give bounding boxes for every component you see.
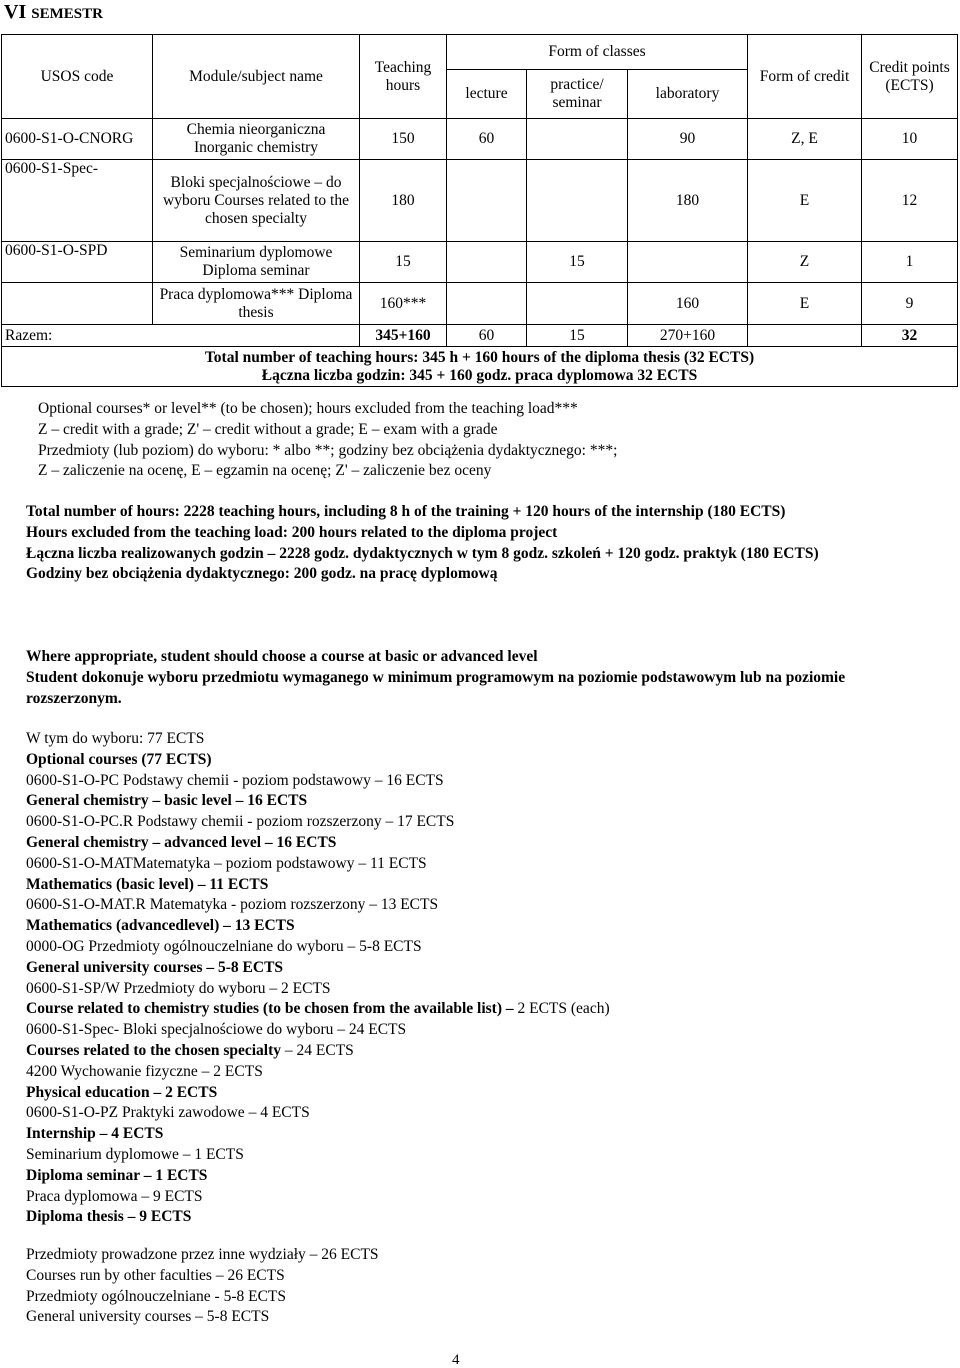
row-teaching: 15 — [360, 242, 447, 283]
list-item: 0600-S1-Spec- Bloki specjalnościowe do wyboru – 24 ECTS — [26, 1021, 407, 1039]
excluded-hours-en: Hours excluded from the teaching load: 200 hours related to the diploma project — [26, 523, 558, 541]
table-row — [2, 119, 958, 160]
total-credit — [748, 325, 862, 347]
semester-number: VI — [4, 1, 27, 23]
header-usos-code: USOS code — [2, 35, 153, 119]
row-ects: 12 — [862, 160, 958, 242]
list-item: Courses run by other faculties – 26 ECTS — [26, 1266, 285, 1284]
header-laboratory: laboratory — [628, 70, 748, 119]
list-item: 0000-OG Przedmioty ogólnouczelniane do wyboru – 5-8 ECTS — [26, 937, 422, 955]
header-form-of-classes: Form of classes — [447, 35, 748, 70]
row-laboratory: 160 — [628, 283, 748, 325]
row-name: Praca dyplomowa*** Diploma thesis — [153, 283, 360, 325]
summary-polish: Łączna liczba godzin: 345 + 160 godz. praca dyplomowa 32 ECTS — [261, 366, 698, 384]
note-line: Przedmioty (lub poziom) do wyboru: * albo **; godziny bez obciążenia dydaktycznego: ***; — [38, 441, 618, 459]
row-practice — [527, 160, 628, 242]
total-hours-en: Total number of hours: 2228 teaching hours, including 8 h of the training + 120 hours of the internship (180 ECTS) — [26, 503, 786, 520]
level-choice-block — [26, 647, 926, 709]
total-lecture: 60 — [447, 325, 527, 347]
row-lecture — [447, 283, 527, 325]
semester-heading — [4, 0, 103, 26]
total-practice: 15 — [527, 325, 628, 347]
list-item: 0600-S1-O-PC.R Podstawy chemii - poziom rozszerzony – 17 ECTS — [26, 813, 455, 831]
row-lecture — [447, 242, 527, 283]
excluded-hours-pl: Godziny bez obciążenia dydaktycznego: 200 godz. na pracę dyplomową — [26, 565, 498, 583]
table-row — [2, 160, 958, 242]
row-name: Chemia nieorganiczna Inorganic chemistry — [153, 119, 360, 160]
list-item-bold-part: Course related to chemistry studies (to be chosen from the available list) – — [26, 1000, 514, 1018]
list-item: Seminarium dyplomowe – 1 ECTS — [26, 1145, 244, 1163]
curriculum-table — [1, 34, 958, 387]
row-teaching: 160*** — [360, 283, 447, 325]
list-item: W tym do wyboru: 77 ECTS — [26, 730, 205, 747]
list-item: Diploma thesis – 9 ECTS — [26, 1208, 192, 1226]
list-item: General chemistry – basic level – 16 ECTS — [26, 792, 308, 810]
total-row — [2, 325, 958, 347]
row-practice — [527, 283, 628, 325]
list-item-plain-part: 2 ECTS (each) — [513, 1000, 610, 1018]
header-module-name: Module/subject name — [153, 35, 360, 119]
page-number: 4 — [452, 1352, 460, 1368]
row-teaching: 150 — [360, 119, 447, 160]
row-code: 0600-S1-O-SPD — [2, 242, 153, 283]
level-choice-en: Where appropriate, student should choose a course at basic or advanced level — [26, 648, 538, 665]
list-item: Physical education – 2 ECTS — [26, 1083, 218, 1101]
row-code: 0600-S1-O-CNORG — [2, 119, 153, 160]
row-code — [2, 283, 153, 325]
header-row-1 — [2, 35, 958, 70]
row-code: 0600-S1-Spec- — [2, 160, 153, 242]
semester-word: SEMESTR — [31, 6, 103, 22]
list-item: 0600-S1-SP/W Przedmioty do wyboru – 2 ECTS — [26, 979, 331, 997]
total-ects: 32 — [862, 325, 958, 347]
list-item-bold-part: Courses related to the chosen specialty — [26, 1041, 282, 1059]
list-item: Mathematics (advancedlevel) – 13 ECTS — [26, 917, 295, 935]
list-item: General chemistry – advanced level – 16 ECTS — [26, 833, 337, 851]
list-item: Praca dyplomowa – 9 ECTS — [26, 1187, 203, 1205]
list-item: 4200 Wychowanie fizyczne – 2 ECTS — [26, 1062, 263, 1080]
legend-notes — [38, 399, 617, 482]
list-item: General university courses – 5-8 ECTS — [26, 958, 284, 976]
total-hours-block — [26, 502, 926, 585]
row-lecture: 60 — [447, 119, 527, 160]
total-hours-pl: Łączna liczba realizowanych godzin – 2228 godz. dydaktycznych w tym 8 godz. szkoleń + 120 godz. praktyk (180 ECTS) — [26, 544, 819, 562]
row-credit: E — [748, 283, 862, 325]
list-item: 0600-S1-O-MATMatematyka – poziom podstawowy – 11 ECTS — [26, 854, 427, 872]
list-item: 0600-S1-O-PZ Praktyki zawodowe – 4 ECTS — [26, 1104, 310, 1122]
note-line: Z – credit with a grade; Z' – credit without a grade; E – exam with a grade — [38, 420, 498, 438]
header-lecture: lecture — [447, 70, 527, 119]
list-item: General university courses – 5-8 ECTS — [26, 1308, 270, 1326]
row-name: Seminarium dyplomowe Diploma seminar — [153, 242, 360, 283]
row-credit: E — [748, 160, 862, 242]
table-row — [2, 283, 958, 325]
row-credit: Z — [748, 242, 862, 283]
header-credit-points: Credit points (ECTS) — [862, 35, 958, 119]
total-laboratory: 270+160 — [628, 325, 748, 347]
row-name: Bloki specjalnościowe – do wyboru Courses related to the chosen specialty — [153, 160, 360, 242]
list-item: Diploma seminar – 1 ECTS — [26, 1166, 208, 1184]
note-line: Z – zaliczenie na ocenę, E – egzamin na ocenę; Z' – zaliczenie bez oceny — [38, 462, 492, 480]
row-teaching: 180 — [360, 160, 447, 242]
list-item: Optional courses (77 ECTS) — [26, 750, 212, 768]
note-line: Optional courses* or level** (to be chosen); hours excluded from the teaching load*** — [38, 400, 578, 417]
row-practice: 15 — [527, 242, 628, 283]
summary-row — [2, 347, 958, 387]
list-item: 0600-S1-O-MAT.R Matematyka - poziom rozszerzony – 13 ECTS — [26, 896, 439, 914]
faculties-block — [26, 1245, 926, 1328]
row-ects: 9 — [862, 283, 958, 325]
row-laboratory: 180 — [628, 160, 748, 242]
list-item: Przedmioty ogólnouczelniane - 5-8 ECTS — [26, 1287, 286, 1305]
list-item — [26, 1041, 926, 1062]
total-teaching: 345+160 — [360, 325, 447, 347]
header-practice: practice/ seminar — [527, 70, 628, 119]
list-item — [26, 999, 926, 1020]
header-teaching-hours: Teaching hours — [360, 35, 447, 119]
list-item: Internship – 4 ECTS — [26, 1125, 164, 1143]
row-practice — [527, 119, 628, 160]
row-laboratory: 90 — [628, 119, 748, 160]
row-credit: Z, E — [748, 119, 862, 160]
row-laboratory — [628, 242, 748, 283]
list-item: Przedmioty prowadzone przez inne wydziały – 26 ECTS — [26, 1246, 379, 1263]
list-item: 0600-S1-O-PC Podstawy chemii - poziom podstawowy – 16 ECTS — [26, 771, 444, 789]
total-label: Razem: — [2, 325, 360, 347]
level-choice-pl: Student dokonuje wyboru przedmiotu wymaganego w minimum programowym na poziomie podstawowym lub na poziomie rozszerzonym. — [26, 668, 846, 707]
list-item-plain-part: – 24 ECTS — [281, 1041, 354, 1059]
table-row — [2, 242, 958, 283]
list-item: Mathematics (basic level) – 11 ECTS — [26, 875, 269, 893]
row-ects: 10 — [862, 119, 958, 160]
header-form-of-credit: Form of credit — [748, 35, 862, 119]
summary-english: Total number of teaching hours: 345 h + 160 hours of the diploma thesis (32 ECTS) — [204, 348, 755, 366]
optional-courses-list — [26, 729, 926, 1228]
row-ects: 1 — [862, 242, 958, 283]
summary-cell — [2, 347, 958, 387]
row-lecture — [447, 160, 527, 242]
